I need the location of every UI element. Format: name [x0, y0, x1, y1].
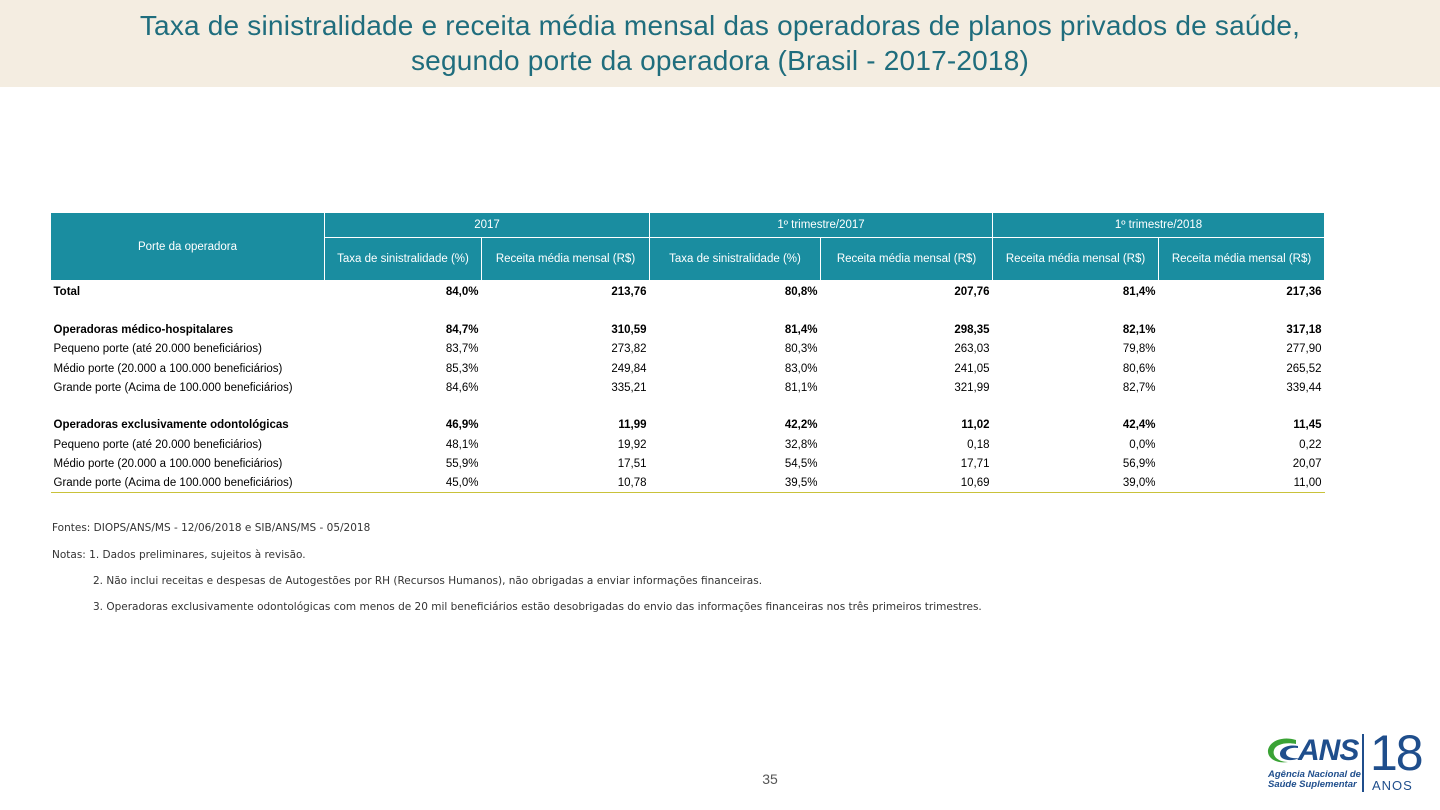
logo-subtitle: [1268, 770, 1361, 790]
row-label: Grande porte (Acima de 100.000 beneficiários): [51, 474, 325, 493]
cell: 249,84: [611, 362, 647, 375]
logo-years-label: ANOS: [1372, 778, 1413, 793]
row-label: Médio porte (20.000 a 100.000 beneficiários): [53, 362, 283, 375]
data-table: [50, 212, 1325, 493]
spacer-row: [51, 398, 1325, 416]
cell: 84,0%: [445, 285, 479, 298]
cell: 48,1%: [445, 438, 479, 451]
cell: 39,5%: [650, 474, 821, 493]
cell: 19,92: [617, 438, 647, 451]
header-group-2017: 2017: [325, 213, 650, 238]
table-row: [51, 340, 1325, 359]
cell: 17,71: [960, 457, 990, 470]
header-group-1t2017: 1º trimestre/2017: [650, 213, 993, 238]
row-label: Operadoras exclusivamente odontológicas: [53, 419, 289, 432]
cell: 241,05: [954, 362, 990, 375]
cell: 81,4%: [784, 324, 818, 337]
cell: 0,18: [967, 438, 990, 451]
cell: 213,76: [611, 285, 647, 298]
cell: 42,2%: [784, 419, 818, 432]
title-line-1: Taxa de sinistralidade e receita média mensal das operadoras de planos privados de saúde,: [139, 10, 1301, 41]
subheader: Taxa de sinistralidade (%): [325, 238, 482, 281]
ans-swoosh-icon: [1262, 734, 1302, 770]
cell: 82,7%: [1122, 382, 1156, 395]
row-label: Operadoras médico-hospitalares: [53, 324, 234, 337]
cell: 80,8%: [784, 285, 818, 298]
logo-years: 18: [1370, 725, 1422, 781]
cell: 335,21: [611, 382, 647, 395]
cell: 81,1%: [784, 382, 818, 395]
header-porte: Porte da operadora: [51, 213, 325, 281]
sources-note: Fontes: DIOPS/ANS/MS - 12/06/2018 e SIB/ANS/MS - 05/2018: [52, 522, 371, 534]
cell: 11,99: [618, 419, 647, 432]
subheader: Receita média mensal (R$): [482, 238, 650, 281]
cell: 85,3%: [445, 362, 479, 375]
table-row: [51, 359, 1325, 378]
slide-title: [0, 8, 1440, 78]
table-row-total: [51, 281, 1325, 303]
cell: 82,1%: [1122, 324, 1156, 337]
row-label: Total: [53, 285, 81, 298]
table-row: [51, 321, 1325, 340]
ans-logo: [1262, 725, 1432, 794]
cell: 321,99: [954, 382, 990, 395]
cell: 11,00: [1159, 474, 1325, 493]
spacer-row: [51, 303, 1325, 321]
cell: 11,45: [1293, 419, 1322, 432]
cell: 84,6%: [445, 382, 479, 395]
cell: 10,69: [821, 474, 993, 493]
title-line-2: segundo porte da operadora (Brasil - 2017-2018): [410, 45, 1030, 76]
cell: 277,90: [1286, 343, 1322, 356]
table-row: [51, 474, 1325, 493]
row-label: Pequeno porte (até 20.000 beneficiários): [53, 438, 262, 451]
table-row: [51, 435, 1325, 454]
cell: 217,36: [1286, 285, 1322, 298]
note-1: Notas: 1. Dados preliminares, sujeitos à revisão.: [52, 549, 306, 561]
cell: 310,59: [611, 324, 647, 337]
cell: 0,0%: [1129, 438, 1156, 451]
cell: 83,0%: [784, 362, 818, 375]
cell: 80,6%: [1122, 362, 1156, 375]
cell: 83,7%: [445, 343, 479, 356]
logo-divider: [1362, 734, 1364, 792]
row-label: Pequeno porte (até 20.000 beneficiários): [53, 343, 262, 356]
table-row: [51, 454, 1325, 473]
cell: 298,35: [954, 324, 990, 337]
cell: 42,4%: [1122, 419, 1156, 432]
cell: 273,82: [611, 343, 647, 356]
cell: 207,76: [954, 285, 990, 298]
logo-subtitle-line-2: Saúde Suplementar: [1268, 779, 1357, 790]
cell: 0,22: [1299, 438, 1322, 451]
cell: 79,8%: [1122, 343, 1156, 356]
note-3: 3. Operadoras exclusivamente odontológicas com menos de 20 mil beneficiários estão desobrigadas do envio das informações financeiras nos três primeiros trimestres.: [93, 601, 982, 613]
table-row: [51, 416, 1325, 435]
cell: 317,18: [1286, 324, 1322, 337]
table-row: [51, 378, 1325, 397]
cell: 56,9%: [1122, 457, 1156, 470]
subheader: Receita média mensal (R$): [1159, 238, 1325, 281]
cell: 263,03: [954, 343, 990, 356]
cell: 81,4%: [1122, 285, 1156, 298]
cell: 339,44: [1286, 382, 1322, 395]
logo-ans-text: ANS: [1298, 734, 1359, 767]
cell: 84,7%: [445, 324, 479, 337]
logo-subtitle-line-1: Agência Nacional de: [1268, 769, 1361, 780]
cell: 17,51: [617, 457, 647, 470]
subheader: Receita média mensal (R$): [821, 238, 993, 281]
cell: 46,9%: [445, 419, 479, 432]
cell: 80,3%: [784, 343, 818, 356]
cell: 55,9%: [445, 457, 479, 470]
header-group-1t2018: 1º trimestre/2018: [993, 213, 1325, 238]
note-2: 2. Não inclui receitas e despesas de Autogestões por RH (Recursos Humanos), não obrigadas a enviar informações financeiras.: [93, 575, 763, 587]
cell: 39,0%: [993, 474, 1159, 493]
cell: 10,78: [482, 474, 650, 493]
subheader: Taxa de sinistralidade (%): [650, 238, 821, 281]
cell: 45,0%: [325, 474, 482, 493]
row-label: Grande porte (Acima de 100.000 beneficiários): [53, 382, 293, 395]
page-number: 35: [762, 771, 778, 787]
row-label: Médio porte (20.000 a 100.000 beneficiários): [53, 457, 283, 470]
cell: 54,5%: [784, 457, 818, 470]
cell: 20,07: [1292, 457, 1322, 470]
cell: 11,02: [961, 419, 990, 432]
subheader: Receita média mensal (R$): [993, 238, 1159, 281]
cell: 32,8%: [784, 438, 818, 451]
cell: 265,52: [1286, 362, 1322, 375]
